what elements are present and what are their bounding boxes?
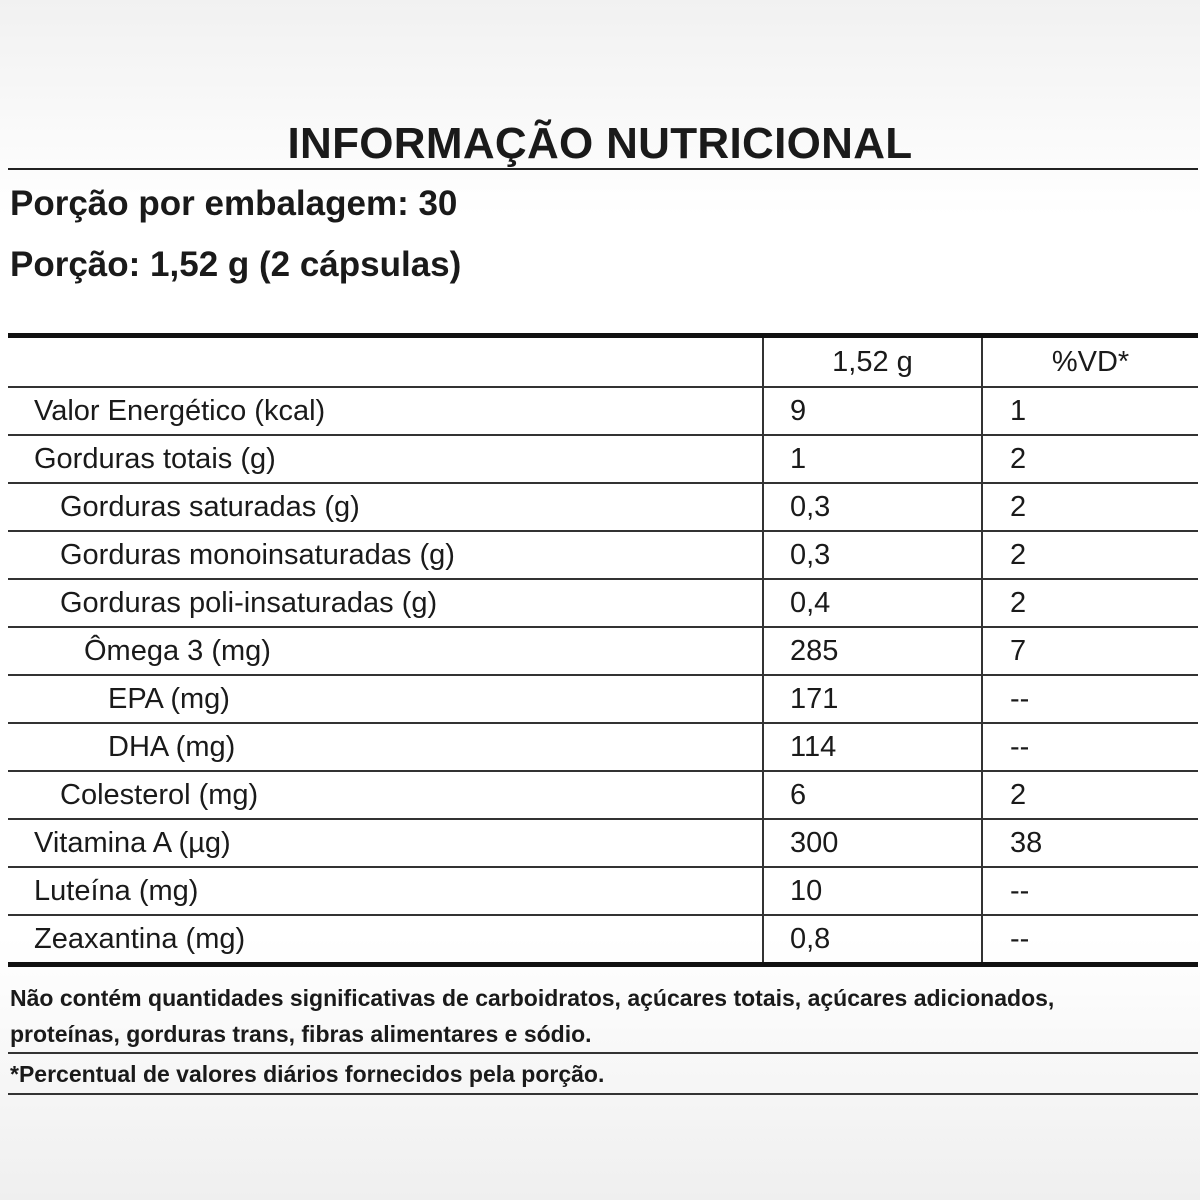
table-row: [8, 915, 1198, 965]
table-row: [8, 579, 1198, 627]
table-row: [8, 627, 1198, 675]
title-divider: [8, 168, 1198, 170]
nutrient-amount: 6: [763, 771, 982, 819]
nutrient-daily-value: --: [982, 867, 1198, 915]
nutrient-amount: 285: [763, 627, 982, 675]
table-row: [8, 867, 1198, 915]
footnote-divider: [8, 1052, 1198, 1054]
nutrient-amount: 114: [763, 723, 982, 771]
nutrient-name: DHA (mg): [8, 723, 763, 771]
nutrient-amount: 0,3: [763, 483, 982, 531]
nutrient-name: Zeaxantina (mg): [34, 923, 246, 955]
nutrient-name: Gorduras totais (g): [8, 435, 763, 483]
nutrient-daily-value: --: [982, 915, 1198, 965]
nutrient-daily-value: 2: [982, 435, 1198, 483]
table-header-row: [8, 336, 1198, 388]
nutrient-daily-value: 2: [982, 579, 1198, 627]
table-row: [8, 771, 1198, 819]
nutrition-table: [8, 333, 1198, 967]
table-row: [8, 483, 1198, 531]
nutrient-daily-value: 2: [982, 771, 1198, 819]
nutrient-name: EPA (mg): [8, 675, 763, 723]
label-title: INFORMAÇÃO NUTRICIONAL: [287, 119, 913, 168]
table-row: [8, 819, 1198, 867]
nutrient-amount: 0,4: [763, 579, 982, 627]
nutrient-name: Luteína (mg): [8, 867, 763, 915]
not-contain-note-line2: proteínas, gorduras trans, fibras alimentares e sódio.: [10, 1021, 592, 1047]
nutrient-name: Vitamina A (µg): [8, 819, 763, 867]
header-nutrient: [8, 336, 763, 388]
header-daily-value: %VD*: [982, 336, 1198, 388]
nutrient-name: Gorduras monoinsaturadas (g): [8, 531, 763, 579]
table-row: [8, 387, 1198, 435]
bottom-divider: [8, 1093, 1198, 1095]
nutrient-name: Valor Energético (kcal): [8, 387, 763, 435]
nutrient-amount: 1: [763, 435, 982, 483]
table-row: [8, 531, 1198, 579]
daily-value-note: *Percentual de valores diários fornecidos pela porção.: [10, 1061, 605, 1087]
table-row: [8, 723, 1198, 771]
table-row: [8, 675, 1198, 723]
nutrient-amount: 171: [763, 675, 982, 723]
nutrient-name: Colesterol (mg): [8, 771, 763, 819]
nutrient-daily-value: 38: [982, 819, 1198, 867]
nutrient-amount: 0,3: [763, 531, 982, 579]
nutrient-name: Gorduras poli-insaturadas (g): [8, 579, 763, 627]
not-contain-note-line1: Não contém quantidades significativas de carboidratos, açúcares totais, açúcares adicionados,: [10, 985, 1055, 1011]
serving-size: Porção: 1,52 g (2 cápsulas): [10, 245, 462, 284]
nutrient-name: Gorduras saturadas (g): [8, 483, 763, 531]
nutrient-daily-value: --: [982, 723, 1198, 771]
servings-per-package: Porção por embalagem: 30: [10, 184, 458, 223]
nutrient-daily-value: 2: [982, 531, 1198, 579]
table-row: [8, 435, 1198, 483]
nutrient-amount: 300: [763, 819, 982, 867]
nutrient-daily-value: 1: [982, 387, 1198, 435]
nutrient-daily-value: --: [982, 675, 1198, 723]
nutrient-amount: 10: [763, 867, 982, 915]
nutrient-daily-value: 7: [982, 627, 1198, 675]
nutrient-amount: 9: [763, 387, 982, 435]
header-amount: 1,52 g: [763, 336, 982, 388]
nutrient-amount: 0,8: [763, 915, 982, 965]
nutrient-name: Ômega 3 (mg): [8, 627, 763, 675]
nutrient-daily-value: 2: [982, 483, 1198, 531]
